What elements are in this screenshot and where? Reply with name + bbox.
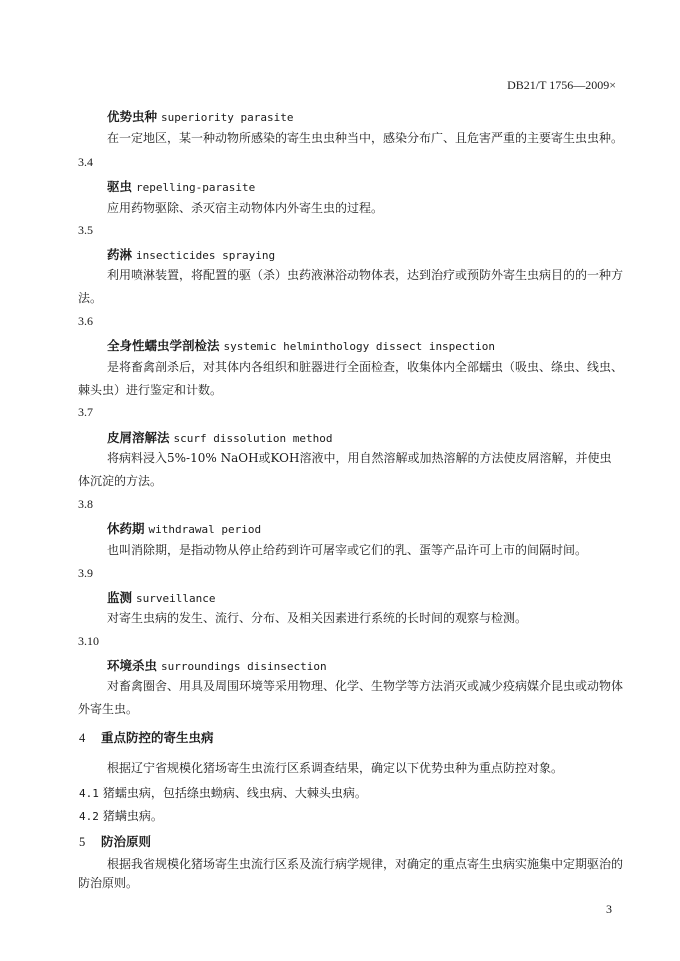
term-en: scurf dissolution method	[173, 432, 333, 445]
section-title: 重点防控的寄生虫病	[101, 730, 214, 745]
term-heading	[107, 177, 255, 195]
term-en: withdrawal period	[148, 523, 262, 536]
term-zh: 全身性蠕虫学剖检法	[107, 338, 220, 353]
term-definition: 应用药物驱除、杀灭宿主动物体内外寄生虫的过程。	[107, 201, 384, 215]
term-zh: 皮屑溶解法	[107, 430, 170, 445]
term-zh: 优势虫种	[107, 109, 158, 124]
clause-number: 3.7	[78, 405, 93, 419]
term-en: repelling-parasite	[136, 181, 256, 194]
item-number: 4.2	[79, 810, 99, 823]
term-zh: 驱虫	[107, 179, 133, 194]
term-heading	[107, 588, 216, 606]
clause-number: 3.4	[78, 155, 93, 169]
section-heading	[79, 832, 151, 850]
term-definition: 将病料浸入5%-10% NaOH或KOH溶液中，用自然溶解或加热溶解的方法使皮屑溶解，并使虫体沉淀的方法。	[78, 451, 612, 488]
term-zh: 环境杀虫	[107, 658, 158, 673]
term-zh: 药淋	[107, 247, 133, 262]
term-definition: 是将畜禽剖杀后，对其体内各组织和脏器进行全面检查，收集体内全部蠕虫（吸虫、绦虫、线虫、棘头虫）进行鉴定和计数。	[78, 360, 624, 397]
term-definition: 利用喷淋装置，将配置的驱（杀）虫药液淋浴动物体表，达到治疗或预防外寄生虫病目的的一种方法。	[78, 268, 624, 305]
item-text: 猪螨虫病。	[102, 809, 163, 823]
item-number: 4.1	[79, 787, 99, 800]
section-number: 5	[79, 835, 86, 849]
clause-number: 3.8	[78, 497, 93, 511]
clause-number: 3.6	[78, 314, 93, 328]
list-item	[79, 807, 163, 824]
section-number: 4	[79, 731, 86, 745]
term-en: superiority parasite	[161, 111, 294, 124]
term-heading	[107, 519, 261, 537]
list-item	[79, 784, 367, 801]
term-heading	[107, 656, 327, 674]
term-heading	[107, 428, 332, 446]
document-id: DB21/T 1756—2009×	[507, 78, 616, 92]
term-heading	[107, 245, 275, 263]
term-zh: 休药期	[107, 521, 145, 536]
term-definition: 对畜禽圈舍、用具及周围环境等采用物理、化学、生物学等方法消灭或减少疫病媒介昆虫或动物体外寄生虫。	[78, 679, 624, 716]
clause-number: 3.9	[78, 566, 93, 580]
item-text: 猪蠕虫病，包括绦虫蚴病、线虫病、大棘头虫病。	[102, 786, 367, 800]
section-heading	[79, 728, 214, 746]
section-title: 防治原则	[101, 834, 152, 849]
term-definition: 也叫消除期，是指动物从停止给药到许可屠宰或它们的乳、蛋等产品许可上市的间隔时间。	[107, 543, 588, 557]
section-intro: 根据辽宁省规模化猪场寄生虫流行区系调查结果，确定以下优势虫种为重点防控对象。	[107, 761, 564, 775]
term-zh: 监测	[107, 590, 133, 605]
term-en: systemic helminthology dissect inspection	[223, 340, 496, 353]
term-heading	[107, 336, 495, 354]
term-en: surroundings disinsection	[161, 660, 327, 673]
clause-number: 3.10	[78, 634, 99, 648]
term-definition: 在一定地区，某一种动物所感染的寄生虫虫种当中，感染分布广、且危害严重的主要寄生虫虫种。	[107, 131, 624, 145]
page-number: 3	[606, 902, 612, 916]
term-definition: 对寄生虫病的发生、流行、分布、及相关因素进行系统的长时间的观察与检测。	[107, 611, 528, 625]
term-en: insecticides spraying	[136, 249, 276, 262]
term-en: surveillance	[136, 592, 216, 605]
clause-number: 3.5	[78, 223, 93, 237]
term-heading	[107, 107, 293, 125]
section-text: 根据我省规模化猪场寄生虫流行区系及流行病学规律，对确定的重点寄生虫病实施集中定期驱治的防治原则。	[78, 857, 624, 890]
